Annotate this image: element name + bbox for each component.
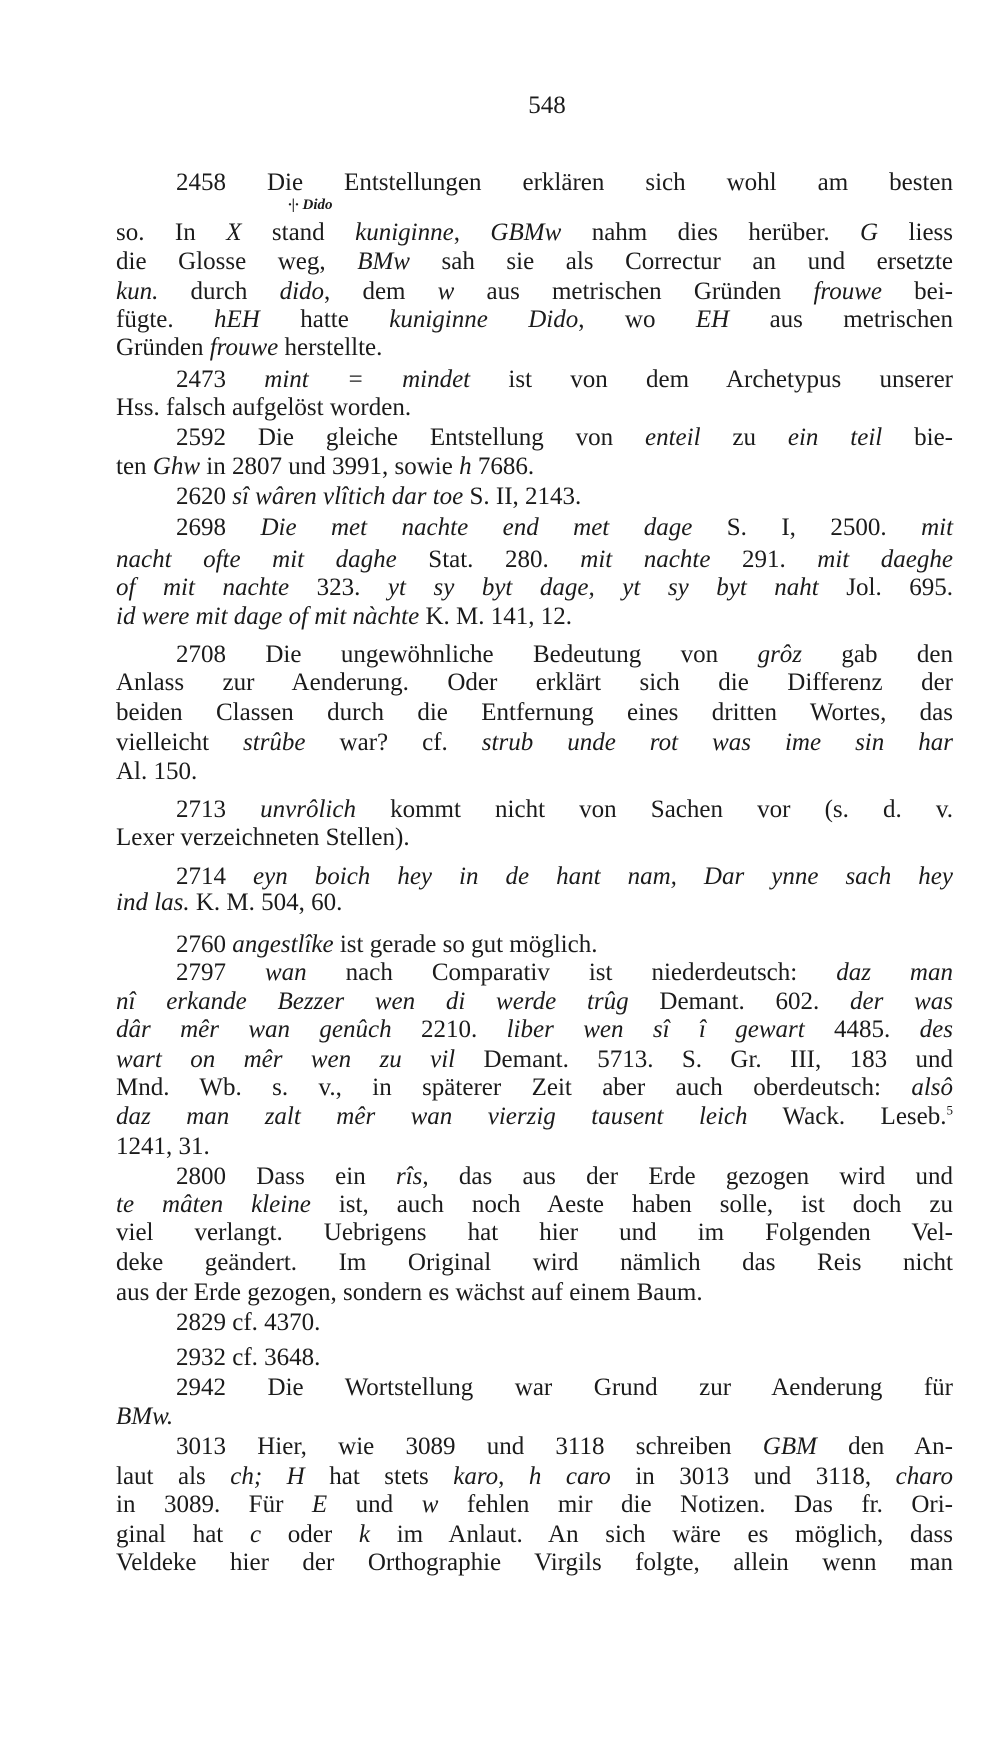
- text-segment: beiden Classen durch die Entfernung eines dritten Wortes, das: [116, 699, 953, 726]
- text-segment: Hss. falsch aufgelöst worden.: [116, 394, 412, 421]
- text-line: [116, 1402, 953, 1432]
- italic-text: nî erkande Bezzer wen di werde trûg: [116, 988, 629, 1015]
- text-segment: war? cf.: [305, 729, 482, 756]
- text-line: [116, 1548, 953, 1578]
- text-segment: stand: [241, 219, 356, 246]
- text-segment: fehlen mir die Notizen. Das fr. Ori-: [438, 1491, 953, 1518]
- text-segment: Anlass zur Aenderung. Oder erklärt sich die Differenz der: [116, 669, 953, 696]
- italic-text: frouwe: [209, 334, 279, 361]
- paragraph-first-line: [176, 1343, 953, 1373]
- text-segment: 2620: [176, 483, 233, 510]
- text-line: [116, 1132, 953, 1162]
- paragraph-first-line: [176, 513, 953, 543]
- italic-text: daz man: [836, 959, 953, 986]
- italic-text: hEH: [214, 306, 260, 333]
- text-segment: 2829 cf. 4370.: [176, 1309, 321, 1336]
- text-segment: in 3089. Für: [116, 1491, 312, 1518]
- text-segment: 2942 Die Wortstellung war Grund zur Aenderung für: [176, 1374, 953, 1401]
- text-segment: so. In: [116, 219, 227, 246]
- text-segment: liess: [878, 219, 953, 246]
- italic-text: wan: [264, 959, 307, 986]
- italic-text: karo: [453, 1463, 499, 1490]
- text-segment: 2592 Die gleiche Entstellung von: [176, 424, 646, 451]
- italic-text: w: [437, 278, 455, 305]
- text-segment: Stat. 280.: [396, 546, 581, 573]
- italic-text: Ghw: [152, 453, 201, 480]
- paragraph-first-line: [176, 1373, 953, 1403]
- text-segment: 2800 Dass ein: [176, 1163, 396, 1190]
- italic-text: GBMw: [490, 219, 562, 246]
- italic-text: kun.: [116, 278, 159, 305]
- text-segment: Lexer verzeichneten Stellen).: [116, 824, 410, 851]
- italic-text: strub unde rot was ime sin har: [481, 729, 953, 756]
- text-segment: ist gerade so gut möglich.: [333, 931, 598, 958]
- text-line: [116, 1490, 953, 1520]
- text-segment: 1241, 31.: [116, 1133, 210, 1160]
- italic-text: te mâten kleine: [116, 1191, 311, 1218]
- text-segment: 2473: [176, 366, 265, 393]
- superscript: 5: [946, 1102, 953, 1118]
- text-segment: nahm dies herüber.: [561, 219, 861, 246]
- italic-text: dâr mêr wan genûch: [116, 1016, 392, 1043]
- text-segment: , dem: [324, 278, 438, 305]
- text-segment: fügte.: [116, 306, 215, 333]
- text-segment: aus der Erde gezogen, sondern es wächst auf einem Baum.: [116, 1279, 703, 1306]
- italic-text: mit daeghe: [817, 546, 953, 573]
- italic-text: wart on mêr wen zu vil: [116, 1046, 456, 1073]
- italic-text: nacht ofte mit daghe: [116, 546, 397, 573]
- text-segment: Gründen: [116, 334, 210, 361]
- text-line: [116, 393, 953, 423]
- text-line: [116, 888, 953, 918]
- italic-text: ein teil: [787, 424, 883, 451]
- italic-text: rîs: [396, 1163, 423, 1190]
- text-segment: 7686.: [471, 453, 535, 480]
- italic-text: BMw.: [116, 1403, 174, 1430]
- text-segment: 323.: [289, 574, 388, 601]
- paragraph-first-line: [176, 930, 953, 960]
- italic-text: unvrôlich: [260, 796, 356, 823]
- text-segment: laut als: [116, 1463, 231, 1490]
- text-segment: bei-: [881, 278, 954, 305]
- text-segment: 2932 cf. 3648.: [176, 1344, 321, 1371]
- text-line: [116, 277, 953, 307]
- text-line: [116, 1218, 953, 1248]
- italic-text: of mit nachte: [116, 574, 290, 601]
- text-line: [116, 698, 953, 728]
- italic-text: eyn boich hey in de hant nam, Dar ynne sach hey: [253, 863, 953, 890]
- italic-text: GBM: [762, 1433, 817, 1460]
- text-segment: ,: [453, 219, 491, 246]
- text-segment: Demant. 602.: [628, 988, 851, 1015]
- paragraph-first-line: [176, 958, 953, 988]
- italic-text: EH: [695, 306, 730, 333]
- italic-text: X: [226, 219, 242, 246]
- text-segment: 2797: [176, 959, 265, 986]
- text-line: [116, 1278, 953, 1308]
- italic-text: frouwe: [813, 278, 882, 305]
- text-segment: 2210.: [391, 1016, 507, 1043]
- text-segment: Wack. Leseb.: [747, 1103, 947, 1130]
- text-line: [116, 333, 953, 363]
- text-segment: vielleicht: [116, 729, 244, 756]
- text-line: [116, 545, 953, 575]
- text-segment: , das aus der Erde gezogen wird und: [422, 1163, 953, 1190]
- paragraph-first-line: [176, 365, 953, 395]
- italic-text: enteil: [645, 424, 701, 451]
- text-line: [116, 823, 953, 853]
- text-segment: durch: [158, 278, 280, 305]
- text-line: [116, 1073, 953, 1103]
- paragraph-first-line: [176, 795, 953, 825]
- paragraph-first-line: [176, 1432, 953, 1462]
- italic-text: ind las.: [116, 889, 190, 916]
- text-segment: ten: [116, 453, 153, 480]
- text-segment: in 2807 und 3991, sowie: [200, 453, 460, 480]
- italic-text: charo: [895, 1463, 953, 1490]
- italic-text: sî wâren vlîtich dar toe: [232, 483, 464, 510]
- text-segment: Veldeke hier der Orthographie Virgils folgte, allein wenn man: [116, 1549, 953, 1576]
- text-segment: und: [327, 1491, 422, 1518]
- text-segment: 2760: [176, 931, 233, 958]
- text-line: [116, 1248, 953, 1278]
- text-line: [116, 987, 953, 1017]
- text-segment: K. M. 141, 12.: [419, 603, 572, 630]
- italic-text: k: [358, 1521, 370, 1548]
- paragraph-first-line: [176, 1162, 953, 1192]
- text-line: [116, 573, 953, 603]
- italic-text: h: [459, 453, 472, 480]
- text-segment: im Anlaut. An sich wäre es möglich, dass: [369, 1521, 953, 1548]
- italic-text: kuniginne Dido: [389, 306, 579, 333]
- text-line: [116, 1462, 953, 1492]
- text-segment: 2714: [176, 863, 254, 890]
- italic-text: yt sy byt dage, yt sy byt naht: [387, 574, 819, 601]
- text-segment: 3013 Hier, wie 3089 und 3118 schreiben: [176, 1433, 763, 1460]
- text-line: [116, 305, 953, 335]
- text-segment: Demant. 5713. S. Gr. III, 183 und: [455, 1046, 953, 1073]
- text-segment: aus metrischen Gründen: [454, 278, 814, 305]
- text-segment: hat stets: [304, 1463, 454, 1490]
- paragraph-first-line: [176, 423, 953, 453]
- italic-text: der was: [850, 988, 953, 1015]
- text-segment: aus metrischen: [729, 306, 953, 333]
- italic-text: E: [311, 1491, 328, 1518]
- italic-text: liber wen sî î gewart: [506, 1016, 805, 1043]
- italic-text: mit nachte: [580, 546, 711, 573]
- text-line: [116, 757, 953, 787]
- italic-text: ch; H: [230, 1463, 305, 1490]
- italic-text: G: [860, 219, 879, 246]
- italic-text: Die met nachte end met dage: [260, 514, 693, 541]
- italic-text: grôz: [757, 641, 803, 668]
- italic-text: kuniginne: [355, 219, 454, 246]
- text-segment: bie-: [882, 424, 953, 451]
- text-segment: 291.: [710, 546, 818, 573]
- italic-text: c: [249, 1521, 262, 1548]
- text-segment: in 3013 und 3118,: [610, 1463, 896, 1490]
- text-segment: ist, auch noch Aeste haben solle, ist doch zu: [310, 1191, 953, 1218]
- page-number: 548: [528, 92, 566, 119]
- paragraph-first-line: [176, 482, 953, 512]
- text-line: [116, 1045, 953, 1075]
- italic-text: des: [919, 1016, 953, 1043]
- text-segment: , wo: [578, 306, 696, 333]
- text-line: [116, 1102, 953, 1132]
- text-line: [116, 452, 953, 482]
- text-segment: Jol. 695.: [818, 574, 953, 601]
- text-segment: Al. 150.: [116, 758, 198, 785]
- text-line: [116, 1015, 953, 1045]
- text-segment: S. II, 2143.: [463, 483, 582, 510]
- text-segment: zu: [700, 424, 788, 451]
- italic-text: alsô: [911, 1074, 953, 1101]
- text-segment: kommt nicht von Sachen vor (s. d. v.: [355, 796, 954, 823]
- text-line: [116, 668, 953, 698]
- text-segment: hatte: [259, 306, 390, 333]
- italic-text: h caro: [528, 1463, 611, 1490]
- text-segment: oder: [261, 1521, 359, 1548]
- text-segment: sah sie als Correctur an und ersetzte: [409, 248, 953, 275]
- text-segment: herstellte.: [278, 334, 383, 361]
- italic-text: daz man zalt mêr wan vierzig tausent leich: [116, 1103, 748, 1130]
- italic-text: strûbe: [243, 729, 306, 756]
- interlinear-gloss: ·|· Dido: [288, 197, 333, 213]
- text-line: [116, 247, 953, 277]
- text-segment: K. M. 504, 60.: [189, 889, 343, 916]
- text-segment: nach Comparativ ist niederdeutsch:: [306, 959, 837, 986]
- text-segment: viel verlangt. Uebrigens hat hier und im Folgenden Vel-: [116, 1219, 953, 1246]
- text-segment: Mnd. Wb. s. v., in späterer Zeit aber auch oberdeutsch:: [116, 1074, 912, 1101]
- text-segment: ist von dem Archetypus unserer: [470, 366, 954, 393]
- text-segment: deke geändert. Im Original wird nämlich das Reis nicht: [116, 1249, 953, 1276]
- paragraph-first-line: [176, 1308, 953, 1338]
- text-segment: 2713: [176, 796, 261, 823]
- text-line: [116, 1520, 953, 1550]
- text-segment: 2708 Die ungewöhnliche Bedeutung von: [176, 641, 758, 668]
- paragraph-first-line: [176, 168, 953, 198]
- text-segment: S. I, 2500.: [692, 514, 922, 541]
- italic-text: dido: [279, 278, 325, 305]
- paragraph-first-line: [176, 640, 953, 670]
- text-line: [116, 602, 953, 632]
- text-line: [116, 218, 953, 248]
- text-line: [116, 728, 953, 758]
- italic-text: mint = mindet: [264, 366, 471, 393]
- text-segment: gab den: [802, 641, 953, 668]
- text-segment: 2458 Die Entstellungen erklären sich wohl am besten: [176, 169, 953, 196]
- text-line: [116, 1190, 953, 1220]
- text-segment: ,: [498, 1463, 529, 1490]
- italic-text: id were mit dage of mit nàchte: [116, 603, 420, 630]
- italic-text: BMw: [357, 248, 410, 275]
- italic-text: w: [421, 1491, 439, 1518]
- italic-text: angestlîke: [232, 931, 334, 958]
- text-segment: den An-: [816, 1433, 953, 1460]
- text-segment: die Glosse weg,: [116, 248, 358, 275]
- italic-text: mit: [921, 514, 954, 541]
- text-segment: 4485.: [804, 1016, 920, 1043]
- text-segment: ginal hat: [116, 1521, 250, 1548]
- text-segment: 2698: [176, 514, 261, 541]
